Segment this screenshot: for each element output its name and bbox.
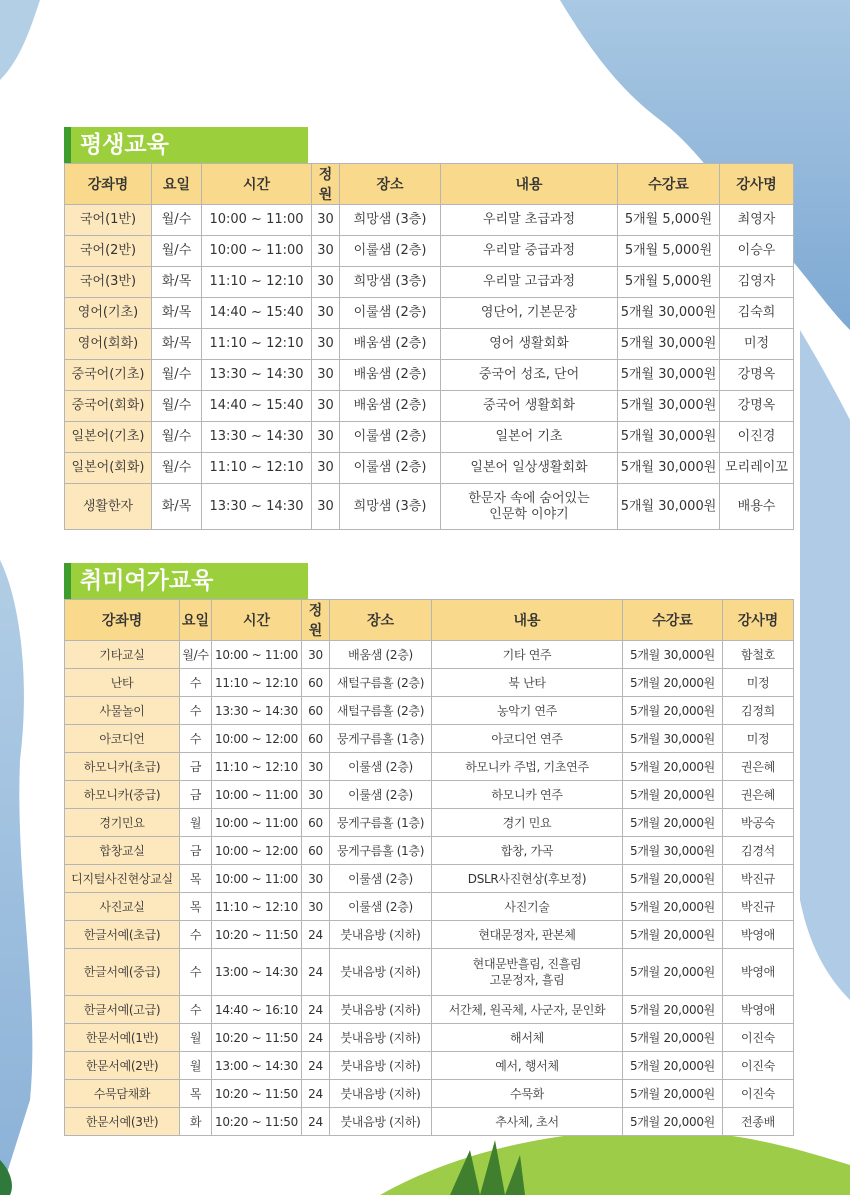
cell-fee: 5개월 30,000원: [618, 298, 720, 329]
cell-time: 11:10 ~ 12:10: [202, 267, 312, 298]
cell-day: 월/수: [152, 236, 202, 267]
header-course: 강좌명: [65, 164, 152, 205]
cell-day: 화/목: [152, 267, 202, 298]
header-instructor: 강사명: [723, 600, 794, 641]
cell-instructor: 미정: [720, 329, 794, 360]
table-row: [65, 298, 794, 329]
cell-content: 농악기 연주: [432, 697, 623, 725]
cell-content: 서간체, 원곡체, 사군자, 문인화: [432, 996, 623, 1024]
cell-day: 수: [180, 949, 212, 996]
cell-day: 수: [180, 669, 212, 697]
cell-capacity: 24: [302, 1024, 330, 1052]
cell-fee: 5개월 5,000원: [618, 236, 720, 267]
cell-fee: 5개월 20,000원: [623, 1024, 723, 1052]
cell-fee: 5개월 30,000원: [618, 453, 720, 484]
cell-instructor: 박진규: [723, 865, 794, 893]
cell-fee: 5개월 20,000원: [623, 893, 723, 921]
cell-course-name: 한문서예(2반): [65, 1052, 180, 1080]
cell-instructor: 이진경: [720, 422, 794, 453]
section-title: 평생교육: [64, 127, 308, 163]
section-lifelong-education: [64, 127, 794, 530]
cell-capacity: 30: [312, 236, 340, 267]
cell-day: 월: [180, 1052, 212, 1080]
cell-content: 우리말 초급과정: [441, 205, 618, 236]
cell-day: 월/수: [152, 422, 202, 453]
cell-time: 13:30 ~ 14:30: [202, 484, 312, 530]
cell-location: 이룰샘 (2층): [330, 753, 432, 781]
cell-time: 11:10 ~ 12:10: [212, 753, 302, 781]
cell-instructor: 박영애: [723, 949, 794, 996]
course-table: [64, 163, 794, 530]
cell-location: 희망샘 (3층): [340, 267, 441, 298]
header-fee: 수강료: [623, 600, 723, 641]
cell-content: 중국어 성조, 단어: [441, 360, 618, 391]
cell-time: 10:00 ~ 12:00: [212, 725, 302, 753]
cell-day: 금: [180, 753, 212, 781]
table-row: [65, 949, 794, 996]
cell-content: 우리말 중급과정: [441, 236, 618, 267]
cell-time: 10:20 ~ 11:50: [212, 1024, 302, 1052]
cell-location: 붓내음방 (지하): [330, 949, 432, 996]
cell-capacity: 24: [302, 1052, 330, 1080]
table-row: [65, 893, 794, 921]
cell-day: 월/수: [152, 391, 202, 422]
cell-course-name: 수묵담채화: [65, 1080, 180, 1108]
cell-fee: 5개월 30,000원: [618, 391, 720, 422]
header-day: 요일: [152, 164, 202, 205]
cell-capacity: 60: [302, 725, 330, 753]
cell-capacity: 24: [302, 1108, 330, 1136]
header-capacity: 정원: [302, 600, 330, 641]
cell-location: 붓내음방 (지하): [330, 1024, 432, 1052]
cell-capacity: 30: [312, 298, 340, 329]
cell-content: 영어 생활회화: [441, 329, 618, 360]
cell-location: 희망샘 (3층): [340, 484, 441, 530]
cell-day: 수: [180, 996, 212, 1024]
table-row: [65, 422, 794, 453]
cell-day: 화: [180, 1108, 212, 1136]
cell-instructor: 미정: [723, 725, 794, 753]
cell-content: 수묵화: [432, 1080, 623, 1108]
cell-time: 10:00 ~ 11:00: [202, 236, 312, 267]
cell-capacity: 24: [302, 1080, 330, 1108]
table-row: [65, 837, 794, 865]
cell-location: 배움샘 (2층): [340, 391, 441, 422]
cell-course-name: 영어(회화): [65, 329, 152, 360]
cell-day: 화/목: [152, 484, 202, 530]
cell-time: 10:00 ~ 11:00: [202, 205, 312, 236]
cell-instructor: 최영자: [720, 205, 794, 236]
cell-day: 목: [180, 1080, 212, 1108]
cell-course-name: 디지털사진현상교실: [65, 865, 180, 893]
cell-location: 희망샘 (3층): [340, 205, 441, 236]
header-fee: 수강료: [618, 164, 720, 205]
cell-course-name: 경기민요: [65, 809, 180, 837]
cell-content: DSLR사진현상(후보정): [432, 865, 623, 893]
cell-fee: 5개월 20,000원: [623, 949, 723, 996]
cell-location: 이룰샘 (2층): [330, 893, 432, 921]
cell-fee: 5개월 20,000원: [623, 809, 723, 837]
cell-time: 10:20 ~ 11:50: [212, 1080, 302, 1108]
cell-course-name: 국어(3반): [65, 267, 152, 298]
table-row: [65, 865, 794, 893]
cell-instructor: 박영애: [723, 921, 794, 949]
cell-day: 수: [180, 921, 212, 949]
cell-instructor: 모리레이꼬: [720, 453, 794, 484]
cell-instructor: 김영자: [720, 267, 794, 298]
cell-fee: 5개월 20,000원: [623, 669, 723, 697]
cell-day: 수: [180, 697, 212, 725]
cell-time: 10:20 ~ 11:50: [212, 921, 302, 949]
cell-content: 합창, 가곡: [432, 837, 623, 865]
cell-time: 10:00 ~ 12:00: [212, 837, 302, 865]
cell-instructor: 전종배: [723, 1108, 794, 1136]
cell-capacity: 30: [302, 865, 330, 893]
table-row: [65, 391, 794, 422]
table-row: [65, 484, 794, 530]
cell-fee: 5개월 20,000원: [623, 1080, 723, 1108]
cell-content: 하모니카 연주: [432, 781, 623, 809]
cell-day: 화/목: [152, 298, 202, 329]
table-row: [65, 453, 794, 484]
section-title: 취미여가교육: [64, 563, 308, 599]
course-table: [64, 599, 794, 1136]
cell-location: 배움샘 (2층): [340, 360, 441, 391]
cell-capacity: 24: [302, 996, 330, 1024]
cell-course-name: 국어(2반): [65, 236, 152, 267]
table-row: [65, 236, 794, 267]
cell-content: 예서, 행서체: [432, 1052, 623, 1080]
table-row: [65, 1080, 794, 1108]
sky-left: [0, 560, 32, 1195]
cell-instructor: 김숙희: [720, 298, 794, 329]
cell-course-name: 하모니카(초급): [65, 753, 180, 781]
table-row: [65, 753, 794, 781]
cell-time: 10:00 ~ 11:00: [212, 641, 302, 669]
cell-location: 뭉게구름홀 (1층): [330, 837, 432, 865]
header-content: 내용: [432, 600, 623, 641]
cell-instructor: 박공숙: [723, 809, 794, 837]
cell-course-name: 중국어(기초): [65, 360, 152, 391]
cell-course-name: 한글서예(초급): [65, 921, 180, 949]
cell-fee: 5개월 30,000원: [618, 484, 720, 530]
cell-day: 금: [180, 837, 212, 865]
cell-location: 붓내음방 (지하): [330, 921, 432, 949]
cell-location: 이룰샘 (2층): [340, 236, 441, 267]
cell-time: 10:20 ~ 11:50: [212, 1108, 302, 1136]
cell-time: 13:30 ~ 14:30: [212, 697, 302, 725]
cell-location: 붓내음방 (지하): [330, 1052, 432, 1080]
header-time: 시간: [212, 600, 302, 641]
cell-capacity: 30: [312, 453, 340, 484]
cell-fee: 5개월 5,000원: [618, 267, 720, 298]
header-location: 장소: [330, 600, 432, 641]
cell-location: 이룰샘 (2층): [340, 422, 441, 453]
cell-capacity: 30: [312, 422, 340, 453]
cell-course-name: 합창교실: [65, 837, 180, 865]
cell-day: 월/수: [180, 641, 212, 669]
cell-fee: 5개월 30,000원: [618, 360, 720, 391]
cell-content: 해서체: [432, 1024, 623, 1052]
cell-time: 11:10 ~ 12:10: [212, 669, 302, 697]
cell-fee: 5개월 20,000원: [623, 865, 723, 893]
cell-course-name: 중국어(회화): [65, 391, 152, 422]
cell-fee: 5개월 20,000원: [623, 921, 723, 949]
cell-day: 화/목: [152, 329, 202, 360]
cell-time: 13:30 ~ 14:30: [202, 360, 312, 391]
cell-fee: 5개월 20,000원: [623, 996, 723, 1024]
cell-course-name: 한문서예(3반): [65, 1108, 180, 1136]
cell-day: 금: [180, 781, 212, 809]
table-row: [65, 697, 794, 725]
cell-course-name: 한문서예(1반): [65, 1024, 180, 1052]
cell-course-name: 영어(기초): [65, 298, 152, 329]
cell-time: 11:10 ~ 12:10: [212, 893, 302, 921]
cell-capacity: 30: [302, 781, 330, 809]
cell-location: 뭉게구름홀 (1층): [330, 809, 432, 837]
cell-day: 목: [180, 865, 212, 893]
cell-content: 일본어 기초: [441, 422, 618, 453]
cell-day: 월/수: [152, 360, 202, 391]
cell-course-name: 하모니카(중급): [65, 781, 180, 809]
cell-location: 새털구름홀 (2층): [330, 669, 432, 697]
cell-capacity: 60: [302, 809, 330, 837]
cell-instructor: 권은혜: [723, 781, 794, 809]
cell-capacity: 60: [302, 837, 330, 865]
cell-course-name: 사물놀이: [65, 697, 180, 725]
cell-content: 경기 민요: [432, 809, 623, 837]
cell-capacity: 60: [302, 669, 330, 697]
cell-instructor: 배용수: [720, 484, 794, 530]
cell-time: 14:40 ~ 15:40: [202, 298, 312, 329]
cell-content: 일본어 일상생활회화: [441, 453, 618, 484]
cell-instructor: 함철호: [723, 641, 794, 669]
cell-content: 우리말 고급과정: [441, 267, 618, 298]
header-time: 시간: [202, 164, 312, 205]
cell-capacity: 30: [312, 484, 340, 530]
cell-fee: 5개월 20,000원: [623, 1052, 723, 1080]
cell-course-name: 일본어(기초): [65, 422, 152, 453]
cell-location: 이룰샘 (2층): [330, 781, 432, 809]
table-row: [65, 725, 794, 753]
cell-capacity: 30: [302, 893, 330, 921]
cell-fee: 5개월 20,000원: [623, 753, 723, 781]
cell-time: 11:10 ~ 12:10: [202, 453, 312, 484]
cell-location: 붓내음방 (지하): [330, 1080, 432, 1108]
cell-fee: 5개월 20,000원: [623, 781, 723, 809]
header-day: 요일: [180, 600, 212, 641]
cell-capacity: 24: [302, 921, 330, 949]
cell-instructor: 김정희: [723, 697, 794, 725]
table-header-row: [65, 164, 794, 205]
cell-time: 10:00 ~ 11:00: [212, 809, 302, 837]
cell-content: 기타 연주: [432, 641, 623, 669]
cell-course-name: 국어(1반): [65, 205, 152, 236]
cell-fee: 5개월 30,000원: [623, 837, 723, 865]
cell-capacity: 30: [302, 641, 330, 669]
cell-course-name: 난타: [65, 669, 180, 697]
cell-course-name: 일본어(회화): [65, 453, 152, 484]
cell-location: 뭉게구름홀 (1층): [330, 725, 432, 753]
green-hill: [380, 1130, 850, 1195]
cell-capacity: 30: [312, 360, 340, 391]
table-header-row: [65, 600, 794, 641]
section-hobby-leisure-education: [64, 563, 794, 1136]
header-instructor: 강사명: [720, 164, 794, 205]
table-row: [65, 329, 794, 360]
cell-content: 아코디언 연주: [432, 725, 623, 753]
cell-content: 하모니카 주법, 기초연주: [432, 753, 623, 781]
cell-time: 14:40 ~ 15:40: [202, 391, 312, 422]
cell-location: 배움샘 (2층): [340, 329, 441, 360]
cell-content: 한문자 속에 숨어있는 인문학 이야기: [441, 484, 618, 530]
cell-instructor: 이승우: [720, 236, 794, 267]
cell-capacity: 30: [302, 753, 330, 781]
table-row: [65, 669, 794, 697]
cell-fee: 5개월 30,000원: [623, 725, 723, 753]
cell-location: 이룰샘 (2층): [330, 865, 432, 893]
cell-course-name: 생활한자: [65, 484, 152, 530]
table-row: [65, 1052, 794, 1080]
cell-capacity: 30: [312, 329, 340, 360]
table-row: [65, 641, 794, 669]
cell-time: 13:30 ~ 14:30: [202, 422, 312, 453]
cell-fee: 5개월 30,000원: [618, 422, 720, 453]
table-row: [65, 267, 794, 298]
table-row: [65, 781, 794, 809]
sky-right: [800, 330, 850, 1000]
table-row: [65, 996, 794, 1024]
cell-course-name: 사진교실: [65, 893, 180, 921]
table-row: [65, 205, 794, 236]
cell-instructor: 이진숙: [723, 1024, 794, 1052]
cell-location: 이룰샘 (2층): [340, 298, 441, 329]
cell-fee: 5개월 5,000원: [618, 205, 720, 236]
cell-capacity: 30: [312, 391, 340, 422]
header-content: 내용: [441, 164, 618, 205]
cell-content: 사진기술: [432, 893, 623, 921]
table-row: [65, 1108, 794, 1136]
cell-location: 새털구름홀 (2층): [330, 697, 432, 725]
cell-fee: 5개월 20,000원: [623, 697, 723, 725]
table-row: [65, 360, 794, 391]
cell-instructor: 이진숙: [723, 1052, 794, 1080]
cell-instructor: 박영애: [723, 996, 794, 1024]
header-location: 장소: [340, 164, 441, 205]
table-row: [65, 809, 794, 837]
cell-location: 붓내음방 (지하): [330, 996, 432, 1024]
cell-day: 수: [180, 725, 212, 753]
cell-time: 10:00 ~ 11:00: [212, 781, 302, 809]
cell-content: 현대문정자, 판본체: [432, 921, 623, 949]
cell-time: 13:00 ~ 14:30: [212, 1052, 302, 1080]
cell-capacity: 60: [302, 697, 330, 725]
cell-content: 영단어, 기본문장: [441, 298, 618, 329]
cell-day: 월: [180, 1024, 212, 1052]
cell-time: 10:00 ~ 11:00: [212, 865, 302, 893]
header-capacity: 정원: [312, 164, 340, 205]
cell-day: 월/수: [152, 453, 202, 484]
cell-day: 월/수: [152, 205, 202, 236]
cell-location: 이룰샘 (2층): [340, 453, 441, 484]
cell-instructor: 미정: [723, 669, 794, 697]
cell-instructor: 박진규: [723, 893, 794, 921]
cell-capacity: 30: [312, 205, 340, 236]
sky-top-left: [0, 0, 40, 80]
cell-course-name: 기타교실: [65, 641, 180, 669]
cell-fee: 5개월 30,000원: [618, 329, 720, 360]
cell-location: 배움샘 (2층): [330, 641, 432, 669]
cell-capacity: 30: [312, 267, 340, 298]
header-course: 강좌명: [65, 600, 180, 641]
cell-instructor: 강명옥: [720, 391, 794, 422]
cell-capacity: 24: [302, 949, 330, 996]
cell-day: 목: [180, 893, 212, 921]
cell-time: 14:40 ~ 16:10: [212, 996, 302, 1024]
cell-fee: 5개월 30,000원: [623, 641, 723, 669]
cell-course-name: 한글서예(중급): [65, 949, 180, 996]
cell-course-name: 한글서예(고급): [65, 996, 180, 1024]
cell-content: 추사체, 초서: [432, 1108, 623, 1136]
cell-content: 현대문반흘림, 진흘림 고문정자, 흘림: [432, 949, 623, 996]
cell-fee: 5개월 20,000원: [623, 1108, 723, 1136]
cell-content: 중국어 생활회화: [441, 391, 618, 422]
cell-instructor: 권은혜: [723, 753, 794, 781]
cell-content: 북 난타: [432, 669, 623, 697]
cell-course-name: 아코디언: [65, 725, 180, 753]
cell-instructor: 이진숙: [723, 1080, 794, 1108]
cell-instructor: 강명옥: [720, 360, 794, 391]
table-row: [65, 921, 794, 949]
cell-instructor: 김경석: [723, 837, 794, 865]
table-row: [65, 1024, 794, 1052]
cell-time: 11:10 ~ 12:10: [202, 329, 312, 360]
cell-location: 붓내음방 (지하): [330, 1108, 432, 1136]
cell-day: 월: [180, 809, 212, 837]
cell-time: 13:00 ~ 14:30: [212, 949, 302, 996]
